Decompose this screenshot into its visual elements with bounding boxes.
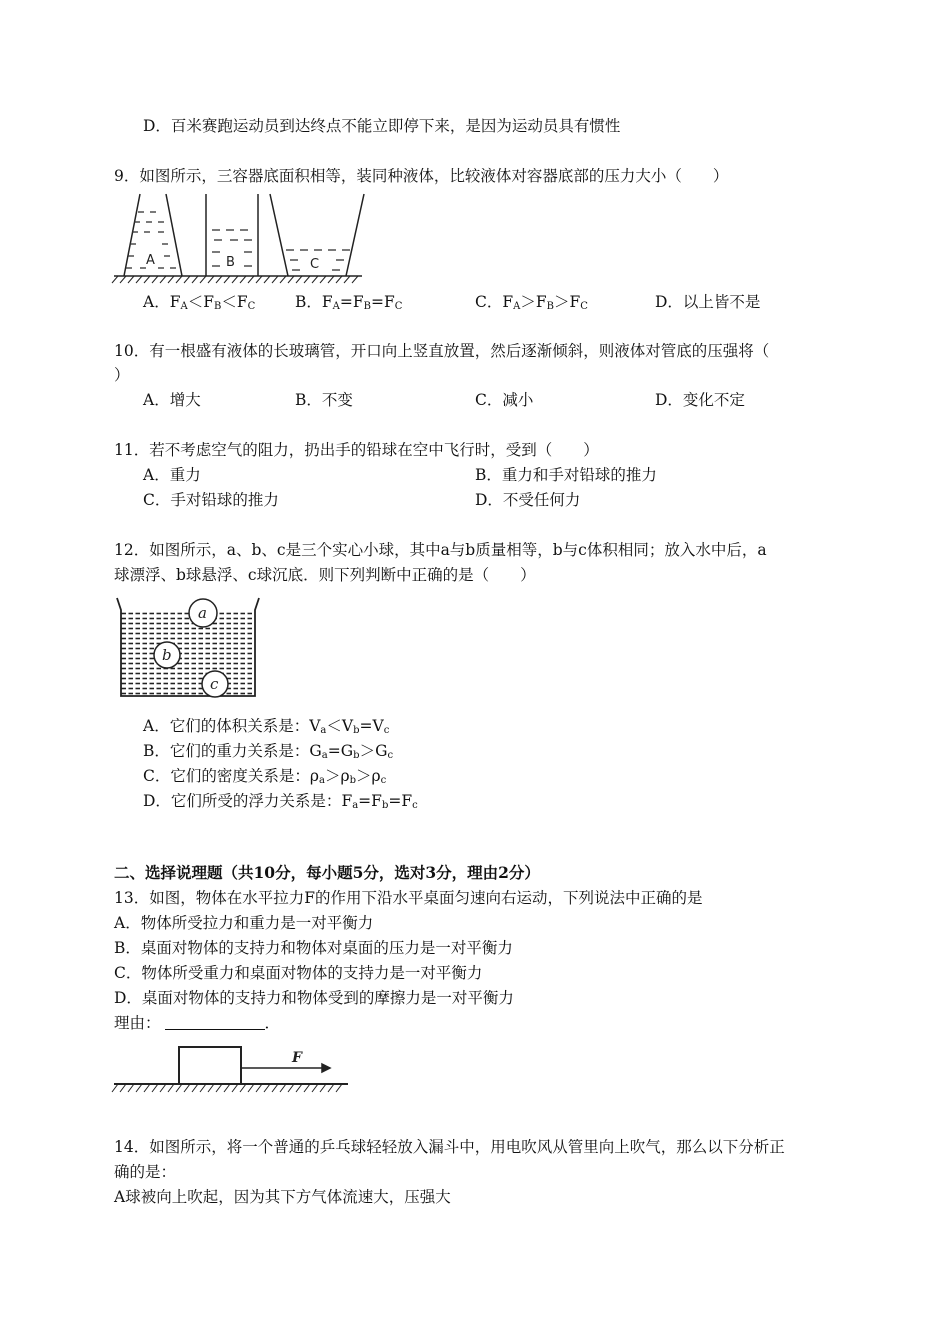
- q14-stem-line2: 确的是：: [114, 1163, 177, 1181]
- q13-option-a[interactable]: A．物体所受拉力和重力是一对平衡力: [114, 914, 374, 932]
- q13-option-d[interactable]: D．桌面对物体的支持力和物体受到的摩擦力是一对平衡力: [114, 989, 514, 1007]
- q9-option-b[interactable]: B．$F_A=F_B=F_C$: [295, 293, 403, 312]
- q9-option-d[interactable]: D．以上皆不是: [655, 293, 761, 311]
- q10-option-b[interactable]: B．不变: [295, 391, 353, 409]
- q13-option-b[interactable]: B．桌面对物体的支持力和物体对桌面的压力是一对平衡力: [114, 939, 513, 957]
- q14-option-a[interactable]: A球被向上吹起，因为其下方气体流速大，压强大: [114, 1188, 451, 1206]
- section2-title: 二、选择说理题（共10分，每小题5分，选对3分，理由2分）: [114, 863, 540, 882]
- q10-option-a[interactable]: A．增大: [143, 391, 201, 409]
- q13-stem: 13．如图，物体在水平拉力F的作用下沿水平桌面匀速向右运动，下列说法中正确的是: [114, 889, 703, 907]
- q9-option-c[interactable]: C．$F_A>F_B>F_C$: [475, 293, 588, 312]
- q11-option-a[interactable]: A．重力: [143, 466, 201, 484]
- q8-option-d: D．百米赛跑运动员到达终点不能立即停下来，是因为运动员具有惯性: [143, 117, 621, 135]
- q14-stem-line1: 14．如图所示，将一个普通的乒乓球轻轻放入漏斗中，用电吹风从管里向上吹气，那么以下分析正: [114, 1138, 785, 1156]
- q9-fig-label-c: C: [310, 257, 320, 272]
- q13-fig-label-f: F: [292, 1050, 302, 1066]
- q13-reason: 理由： ．: [114, 1014, 281, 1032]
- q12-option-a[interactable]: A．它们的体积关系是：$V_a<V_b=V_c$: [143, 717, 390, 736]
- q12-stem-line2: 球漂浮、b球悬浮、c球沉底．则下列判断中正确的是（ ）: [114, 566, 536, 584]
- q9-option-a[interactable]: A．$F_A<F_B<F_C$: [143, 293, 256, 312]
- q12-option-c[interactable]: C．它们的密度关系是：$\rho_a>\rho_b>\rho_c$: [143, 767, 387, 786]
- q11-option-c[interactable]: C．手对铅球的推力: [143, 491, 279, 509]
- q12-option-d[interactable]: D．它们所受的浮力关系是：$F_a=F_b=F_c$: [143, 792, 418, 811]
- q9-figure-containers: [112, 192, 372, 284]
- q12-fig-label-b: b: [162, 646, 172, 664]
- q9-fig-label-a: A: [146, 253, 155, 268]
- q12-fig-label-c: c: [210, 675, 219, 693]
- q10-option-d[interactable]: D．变化不定: [655, 391, 745, 409]
- q10-stem-line1: 10．有一根盛有液体的长玻璃管，开口向上竖直放置，然后逐渐倾斜，则液体对管底的压强将（: [114, 342, 770, 360]
- q12-figure-balls-in-water: [114, 596, 264, 702]
- q13-option-c[interactable]: C．物体所受重力和桌面对物体的支持力是一对平衡力: [114, 964, 483, 982]
- q10-stem-line2: ）: [114, 366, 130, 384]
- q9-stem: 9．如图所示，三容器底面积相等，装同种液体，比较液体对容器底部的压力大小（ ）: [114, 167, 729, 185]
- q9-fig-label-b: B: [226, 255, 235, 270]
- q10-option-c[interactable]: C．减小: [475, 391, 534, 409]
- q12-fig-label-a: a: [198, 604, 207, 622]
- q11-option-b[interactable]: B．重力和手对铅球的推力: [475, 466, 657, 484]
- q13-figure-block-on-table: [112, 1042, 352, 1098]
- q11-option-d[interactable]: D．不受任何力: [475, 491, 581, 509]
- q11-stem: 11．若不考虑空气的阻力，扔出手的铅球在空中飞行时，受到（ ）: [114, 441, 599, 459]
- q12-stem-line1: 12．如图所示，a、b、c是三个实心小球，其中a与b质量相等，b与c体积相同；放入水中后，a: [114, 541, 767, 559]
- q13-reason-blank[interactable]: [165, 1015, 265, 1030]
- q12-option-b[interactable]: B．它们的重力关系是：$G_a=G_b>G_c$: [143, 742, 394, 761]
